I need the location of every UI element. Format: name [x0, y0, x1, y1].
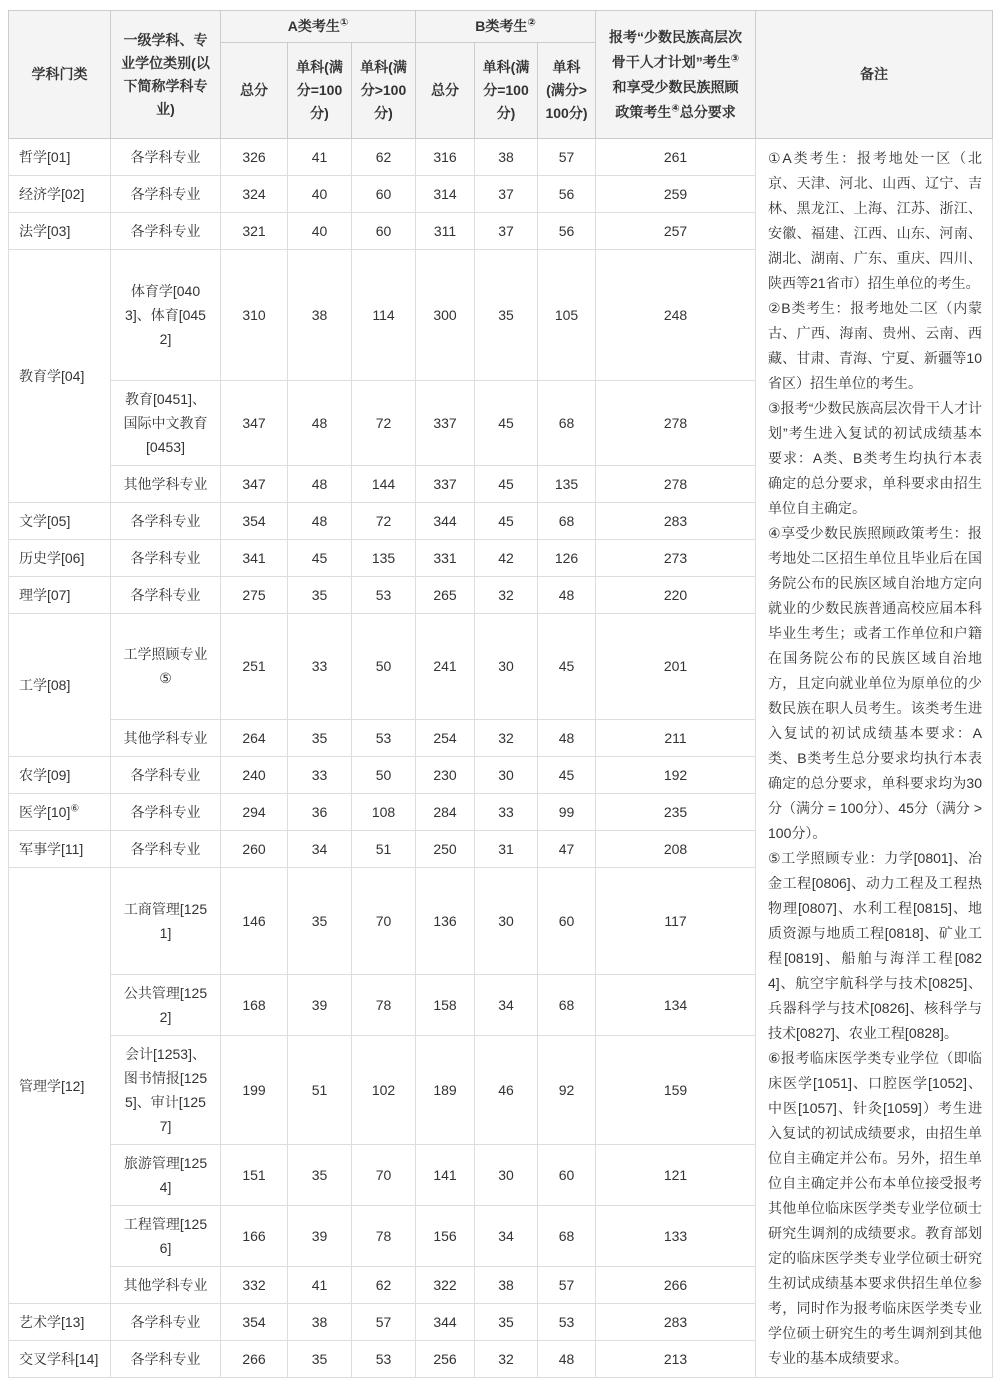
score-cell: 337 — [416, 465, 475, 502]
score-cell: 51 — [352, 831, 416, 868]
score-cell: 41 — [288, 1267, 352, 1304]
subject-category-label: 历史学[06] — [19, 549, 85, 566]
score-cell: 266 — [221, 1341, 288, 1378]
score-cell: 35 — [288, 576, 352, 613]
minority-part1: 报考“少数民族高层次骨干人才计划”考生 — [609, 28, 742, 70]
score-cell: 36 — [288, 794, 352, 831]
subject-category-cell — [9, 1341, 111, 1378]
remarks-cell — [756, 139, 993, 1378]
score-cell: 60 — [538, 868, 596, 975]
score-cell: 135 — [352, 539, 416, 576]
score-cell: 56 — [538, 213, 596, 250]
specialty-cell: 其他学科专业 — [111, 1267, 221, 1304]
subject-category-label: 法学[03] — [19, 223, 71, 239]
score-cell: 121 — [596, 1145, 756, 1206]
score-cell: 60 — [352, 176, 416, 213]
score-cell: 37 — [475, 213, 538, 250]
score-cell: 68 — [538, 380, 596, 465]
score-cell: 213 — [596, 1341, 756, 1378]
score-cell: 275 — [221, 576, 288, 613]
score-cell: 117 — [596, 868, 756, 975]
score-cell: 354 — [221, 502, 288, 539]
header-b-single-over100: 单科(满分>100分) — [538, 43, 596, 139]
score-cell: 30 — [475, 757, 538, 794]
subject-category-label: 管理学[12] — [19, 1077, 85, 1094]
score-cell: 211 — [596, 720, 756, 757]
score-cell: 53 — [352, 576, 416, 613]
score-cell: 261 — [596, 139, 756, 176]
score-cell: 208 — [596, 831, 756, 868]
score-cell: 300 — [416, 250, 475, 381]
score-cell: 60 — [538, 1145, 596, 1206]
score-cell: 102 — [352, 1036, 416, 1145]
minority-part3: 总分要求 — [679, 103, 736, 120]
score-cell: 72 — [352, 380, 416, 465]
score-cell: 48 — [288, 502, 352, 539]
subject-category-cell — [9, 139, 111, 176]
subject-category-cell — [9, 213, 111, 250]
score-cell: 46 — [475, 1036, 538, 1145]
score-cell: 294 — [221, 794, 288, 831]
score-cell: 51 — [288, 1036, 352, 1145]
specialty-cell: 旅游管理[1254] — [111, 1145, 221, 1206]
score-cell: 220 — [596, 576, 756, 613]
subject-category-label: 经济学[02] — [19, 186, 85, 202]
specialty-cell: 工程管理[1256] — [111, 1206, 221, 1267]
score-cell: 53 — [352, 720, 416, 757]
subject-category-cell — [9, 831, 111, 868]
score-cell: 278 — [596, 380, 756, 465]
score-cell: 35 — [288, 1145, 352, 1206]
score-cell: 34 — [288, 831, 352, 868]
score-cell: 33 — [288, 613, 352, 720]
score-cell: 344 — [416, 1304, 475, 1341]
subject-category-cell — [9, 502, 111, 539]
score-cell: 105 — [538, 250, 596, 381]
score-cell: 57 — [538, 139, 596, 176]
subject-category-cell — [9, 1304, 111, 1341]
subject-category-label: 理学[07] — [19, 586, 71, 603]
score-cell: 53 — [538, 1304, 596, 1341]
remark-paragraph: ⑤工学照顾专业：力学[0801]、冶金工程[0806]、动力工程及工程热物理[0807]、水利工程[0815]、地质资源与地质工程[0818]、矿业工程[0819]、船舶与海洋工程[0824]、航空宇航科学与技术[0825]、兵器科学与技术[0826]、核科学与技术[0827]、农业工程[0828]。 — [768, 850, 982, 1041]
score-cell: 48 — [538, 576, 596, 613]
score-cell: 68 — [538, 1206, 596, 1267]
score-cell: 72 — [352, 502, 416, 539]
remark-paragraph: ⑥报考临床医学类专业学位（即临床医学[1051]、口腔医学[1052]、中医[1057]、针灸[1059]）考生进入复试的初试成绩要求，由招生单位自主确定并公布。另外，招生单位自主确定并公布本单位接受报考其他单位临床医学类专业学位硕士研究生调剂的成绩要求。教育部划定的临床医学类专业学位硕士研究生初试成绩基本要求供招生单位参考，同时作为报考临床医学类专业学位硕士研究生的考生调剂到其他专业的基本成绩要求。 — [768, 1050, 982, 1366]
header-group-b-label: B类考生 — [475, 18, 528, 34]
subject-category-label: 艺术学[13] — [19, 1314, 85, 1330]
score-cell: 30 — [475, 613, 538, 720]
score-cell: 331 — [416, 539, 475, 576]
header-minority-policy — [596, 11, 756, 139]
score-cell: 354 — [221, 1304, 288, 1341]
score-cell: 38 — [288, 1304, 352, 1341]
score-cell: 283 — [596, 1304, 756, 1341]
score-cell: 265 — [416, 576, 475, 613]
specialty-cell: 各学科专业 — [111, 139, 221, 176]
score-cell: 273 — [596, 539, 756, 576]
subject-category-label: 交叉学科[14] — [19, 1351, 99, 1367]
score-cell: 240 — [221, 757, 288, 794]
specialty-cell: 体育学[0403]、体育[0452] — [111, 250, 221, 381]
score-cell: 32 — [475, 720, 538, 757]
score-cell: 283 — [596, 502, 756, 539]
specialty-cell: 各学科专业 — [111, 831, 221, 868]
score-cell: 314 — [416, 176, 475, 213]
score-cell: 254 — [416, 720, 475, 757]
score-cell: 37 — [475, 176, 538, 213]
remark-paragraph: ④享受少数民族照顾政策考生：报考地处二区招生单位且毕业后在国务院公布的民族区域自治地方定向就业的少数民族普通高校应届本科毕业生考生；或者工作单位和户籍在国务院公布的民族区域自治地方，且定向就业单位为原单位的少数民族在职人员考生。该类考生进入复试的初试成绩基本要求：A类、B类考生总分要求均执行本表确定的总分要求，单科要求均为30分（满分 = 100分）、45分（满分 > 100分）。 — [768, 525, 982, 841]
score-cell: 144 — [352, 465, 416, 502]
score-cell: 136 — [416, 868, 475, 975]
score-cell: 68 — [538, 502, 596, 539]
score-cell: 126 — [538, 539, 596, 576]
score-cell: 39 — [288, 975, 352, 1036]
score-cell: 156 — [416, 1206, 475, 1267]
score-cell: 166 — [221, 1206, 288, 1267]
score-cell: 53 — [352, 1341, 416, 1378]
score-cell: 92 — [538, 1036, 596, 1145]
specialty-cell: 工学照顾专业⑤ — [111, 613, 221, 720]
score-cell: 78 — [352, 1206, 416, 1267]
subject-category-label: 教育学[04] — [19, 367, 85, 384]
score-cell: 347 — [221, 465, 288, 502]
score-cell: 45 — [475, 502, 538, 539]
remark-paragraph: ③报考“少数民族高层次骨干人才计划”考生进入复试的初试成绩基本要求：A类、B类考生均执行本表确定的总分要求，单科要求由招生单位自主确定。 — [768, 400, 982, 516]
specialty-cell: 各学科专业 — [111, 794, 221, 831]
header-a-single-over100: 单科(满分>100分) — [352, 43, 416, 139]
score-table-body — [9, 139, 993, 1378]
score-cell: 48 — [288, 465, 352, 502]
specialty-cell: 公共管理[1252] — [111, 975, 221, 1036]
score-cell: 48 — [538, 1341, 596, 1378]
score-cell: 78 — [352, 975, 416, 1036]
score-cell: 42 — [475, 539, 538, 576]
minority-sup3: ③ — [730, 52, 740, 64]
subject-category-cell — [9, 613, 111, 757]
specialty-cell: 教育[0451]、国际中文教育[0453] — [111, 380, 221, 465]
specialty-cell: 各学科专业 — [111, 176, 221, 213]
specialty-cell: 各学科专业 — [111, 213, 221, 250]
score-cell: 60 — [352, 213, 416, 250]
score-cell: 45 — [288, 539, 352, 576]
score-cell: 135 — [538, 465, 596, 502]
score-cell: 47 — [538, 831, 596, 868]
specialty-cell: 各学科专业 — [111, 1341, 221, 1378]
score-cell: 32 — [475, 576, 538, 613]
score-cell: 45 — [538, 613, 596, 720]
score-cell: 31 — [475, 831, 538, 868]
score-cell: 45 — [475, 465, 538, 502]
score-cell: 30 — [475, 868, 538, 975]
specialty-cell: 其他学科专业 — [111, 465, 221, 502]
score-cell: 62 — [352, 1267, 416, 1304]
score-cell: 260 — [221, 831, 288, 868]
score-cell: 48 — [538, 720, 596, 757]
table-header — [9, 11, 993, 139]
specialty-cell: 各学科专业 — [111, 576, 221, 613]
score-cell: 235 — [596, 794, 756, 831]
score-cell: 322 — [416, 1267, 475, 1304]
specialty-cell: 工商管理[1251] — [111, 868, 221, 975]
score-cell: 230 — [416, 757, 475, 794]
subject-category-label: 军事学[11] — [19, 841, 84, 858]
score-cell: 201 — [596, 613, 756, 720]
score-cell: 38 — [475, 1267, 538, 1304]
score-cell: 192 — [596, 757, 756, 794]
score-cell: 38 — [475, 139, 538, 176]
subject-category-cell — [9, 539, 111, 576]
score-cell: 257 — [596, 213, 756, 250]
score-cell: 250 — [416, 831, 475, 868]
score-cell: 33 — [288, 757, 352, 794]
score-cell: 241 — [416, 613, 475, 720]
score-cell: 278 — [596, 465, 756, 502]
header-a-total: 总分 — [221, 43, 288, 139]
subject-category-label: 医学[10] — [19, 804, 71, 821]
subject-category-cell — [9, 757, 111, 794]
score-cell: 30 — [475, 1145, 538, 1206]
score-cell: 39 — [288, 1206, 352, 1267]
minority-sup4: ④ — [671, 102, 680, 114]
remark-paragraph: ②B类考生：报考地处二区（内蒙古、广西、海南、贵州、云南、西藏、甘肃、青海、宁夏、新疆等10省区）招生单位的考生。 — [768, 300, 982, 391]
specialty-cell: 各学科专业 — [111, 539, 221, 576]
score-requirements-table — [8, 10, 993, 1378]
header-group-row — [9, 11, 993, 43]
specialty-cell: 会计[1253]、图书情报[1255]、审计[1257] — [111, 1036, 221, 1145]
score-cell: 146 — [221, 868, 288, 975]
subject-category-label: 农学[09] — [19, 767, 71, 784]
score-cell: 50 — [352, 613, 416, 720]
score-cell: 45 — [475, 380, 538, 465]
score-cell: 40 — [288, 176, 352, 213]
subject-category-label: 哲学[01] — [19, 149, 71, 165]
subject-category-sup: ⑥ — [70, 803, 80, 815]
subject-category-cell — [9, 794, 111, 831]
score-cell: 68 — [538, 975, 596, 1036]
score-cell: 251 — [221, 613, 288, 720]
score-cell: 248 — [596, 250, 756, 381]
score-cell: 41 — [288, 139, 352, 176]
score-cell: 35 — [475, 250, 538, 381]
score-cell: 99 — [538, 794, 596, 831]
score-cell: 284 — [416, 794, 475, 831]
specialty-cell: 各学科专业 — [111, 502, 221, 539]
score-cell: 57 — [538, 1267, 596, 1304]
remark-paragraph: ①A类考生：报考地处一区（北京、天津、河北、山西、辽宁、吉林、黑龙江、上海、江苏、浙江、安徽、福建、江西、山东、河南、湖北、湖南、广东、重庆、四川、陕西等21省市）招生单位的考生。 — [768, 150, 982, 291]
header-group-b — [416, 11, 596, 43]
score-cell: 108 — [352, 794, 416, 831]
score-cell: 256 — [416, 1341, 475, 1378]
score-cell: 32 — [475, 1341, 538, 1378]
subject-category-cell — [9, 176, 111, 213]
score-cell: 311 — [416, 213, 475, 250]
score-cell: 151 — [221, 1145, 288, 1206]
specialty-cell: 其他学科专业 — [111, 720, 221, 757]
score-cell: 38 — [288, 250, 352, 381]
score-cell: 344 — [416, 502, 475, 539]
score-cell: 34 — [475, 1206, 538, 1267]
header-b-single100: 单科(满分=100分) — [475, 43, 538, 139]
score-cell: 337 — [416, 380, 475, 465]
score-cell: 48 — [288, 380, 352, 465]
score-cell: 70 — [352, 868, 416, 975]
score-cell: 158 — [416, 975, 475, 1036]
score-cell: 141 — [416, 1145, 475, 1206]
score-cell: 33 — [475, 794, 538, 831]
score-cell: 70 — [352, 1145, 416, 1206]
score-cell: 264 — [221, 720, 288, 757]
score-cell: 310 — [221, 250, 288, 381]
subject-category-cell — [9, 868, 111, 1304]
score-cell: 199 — [221, 1036, 288, 1145]
score-cell: 57 — [352, 1304, 416, 1341]
table-row — [9, 139, 993, 176]
subject-category-cell — [9, 250, 111, 503]
score-cell: 35 — [288, 868, 352, 975]
score-cell: 326 — [221, 139, 288, 176]
score-cell: 114 — [352, 250, 416, 381]
score-cell: 34 — [475, 975, 538, 1036]
score-cell: 341 — [221, 539, 288, 576]
header-group-a-sup: ① — [339, 17, 349, 29]
header-group-b-sup: ② — [527, 17, 536, 29]
score-cell: 62 — [352, 139, 416, 176]
score-cell: 159 — [596, 1036, 756, 1145]
score-cell: 316 — [416, 139, 475, 176]
header-b-total: 总分 — [416, 43, 475, 139]
score-cell: 35 — [288, 1341, 352, 1378]
score-cell: 50 — [352, 757, 416, 794]
score-cell: 259 — [596, 176, 756, 213]
header-discipline: 一级学科、专业学位类别(以下简称学科专业) — [111, 11, 221, 139]
subject-category-label: 文学[05] — [19, 512, 71, 529]
subject-category-label: 工学[08] — [19, 676, 71, 693]
score-cell: 347 — [221, 380, 288, 465]
score-cell: 134 — [596, 975, 756, 1036]
score-cell: 332 — [221, 1267, 288, 1304]
score-cell: 56 — [538, 176, 596, 213]
header-group-a — [221, 11, 416, 43]
score-cell: 168 — [221, 975, 288, 1036]
specialty-cell: 各学科专业 — [111, 1304, 221, 1341]
header-remarks: 备注 — [756, 11, 993, 139]
score-cell: 40 — [288, 213, 352, 250]
subject-category-cell — [9, 576, 111, 613]
score-cell: 35 — [288, 720, 352, 757]
score-cell: 189 — [416, 1036, 475, 1145]
header-group-a-label: A类考生 — [287, 18, 340, 34]
header-a-single100: 单科(满分=100分) — [288, 43, 352, 139]
score-cell: 133 — [596, 1206, 756, 1267]
score-cell: 266 — [596, 1267, 756, 1304]
header-subject-category: 学科门类 — [9, 11, 111, 139]
score-cell: 324 — [221, 176, 288, 213]
score-cell: 45 — [538, 757, 596, 794]
minority-part2: 和享受少数民族照顾政策考生 — [612, 78, 739, 120]
specialty-cell: 各学科专业 — [111, 757, 221, 794]
score-cell: 35 — [475, 1304, 538, 1341]
score-cell: 321 — [221, 213, 288, 250]
